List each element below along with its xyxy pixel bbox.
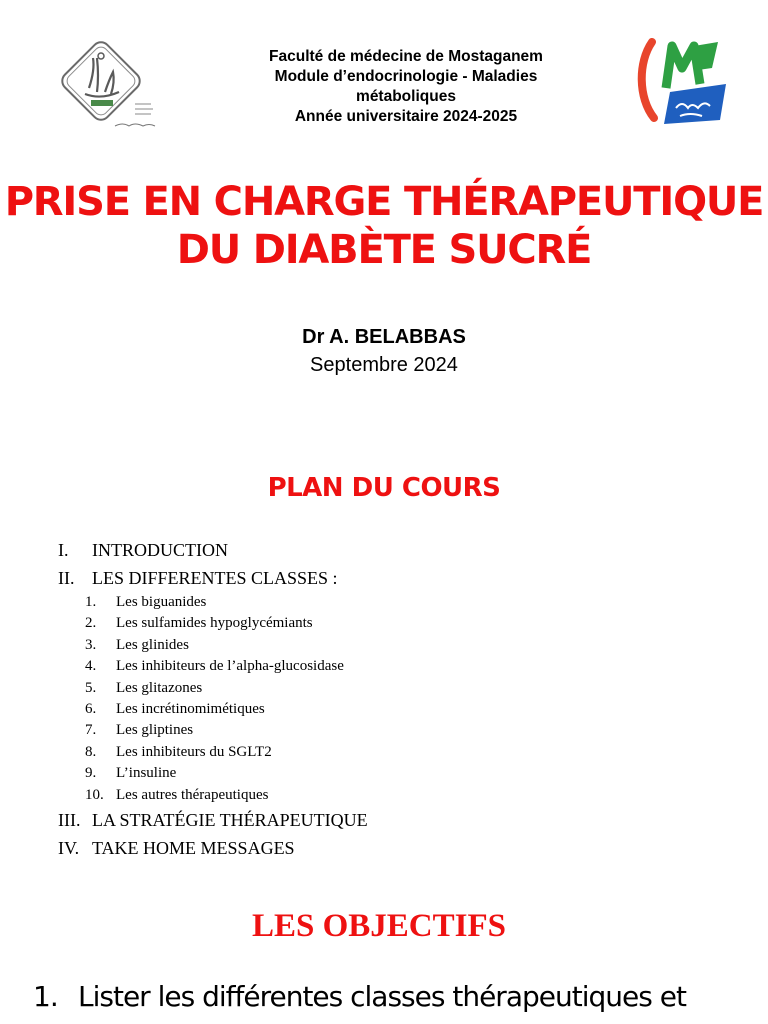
section-label: INTRODUCTION [92, 540, 228, 560]
institution-header [230, 47, 582, 127]
outline-section [58, 806, 718, 834]
outline-section [58, 564, 718, 592]
class-number: 10. [85, 786, 104, 803]
section-label: LA STRATÉGIE THÉRAPEUTIQUE [92, 810, 368, 831]
class-label: Les biguanides [116, 594, 207, 610]
class-item [85, 785, 718, 806]
plan-title: PLAN DU COURS [267, 473, 501, 503]
class-number: 2. [85, 615, 97, 632]
class-item [85, 592, 718, 613]
class-item [85, 678, 718, 699]
outline-section [58, 834, 718, 862]
class-item [85, 635, 718, 656]
class-number: 5. [85, 679, 97, 696]
class-label: Les incrétinomimétiques [116, 701, 265, 718]
objective-number: 1. [33, 980, 58, 1013]
class-label: Les glinides [116, 636, 189, 653]
section-label: TAKE HOME MESSAGES [92, 838, 295, 859]
title-line-1: PRISE EN CHARGE THÉRAPEUTIQUE [4, 179, 764, 225]
class-number: 3. [85, 636, 97, 653]
class-label: Les autres thérapeutiques [116, 786, 269, 803]
class-number: 6. [85, 701, 97, 718]
class-item [85, 763, 718, 784]
outline-section [58, 536, 718, 564]
section-label: LES DIFFERENTES CLASSES : [92, 568, 338, 588]
title-line-2: DU DIABÈTE SUCRÉ [176, 227, 592, 273]
class-item [85, 720, 718, 741]
class-label: Les gliptines [116, 722, 194, 739]
section-number: IV. [58, 838, 80, 859]
module-name-cont: métaboliques [356, 88, 456, 105]
section-number: III. [58, 810, 81, 831]
class-item [85, 742, 718, 763]
class-label: Les inhibiteurs du SGLT2 [116, 743, 272, 760]
academic-year: Année universitaire 2024-2025 [294, 108, 518, 125]
objective-item [33, 980, 686, 1013]
class-label: Les inhibiteurs de l’alpha-glucosidase [116, 658, 344, 675]
module-name: Module d’endocrinologie - Maladies [274, 68, 538, 85]
class-item [85, 656, 718, 677]
class-item [85, 699, 718, 720]
university-logo [636, 38, 728, 124]
faculty-logo [55, 36, 165, 130]
class-number: 9. [85, 765, 97, 782]
class-number: 1. [85, 594, 97, 610]
class-number: 4. [85, 658, 97, 675]
author-name: Dr A. BELABBAS [302, 326, 466, 348]
course-outline [58, 536, 718, 862]
section-number: I. [58, 540, 69, 560]
objective-label: Lister les différentes classes thérapeutiques et [78, 980, 686, 1013]
class-number: 8. [85, 743, 97, 760]
slide-title [0, 178, 768, 274]
class-label: L’insuline [116, 765, 177, 782]
class-label: Les sulfamides hypoglycémiants [116, 615, 313, 632]
class-label: Les glitazones [116, 679, 203, 696]
section-number: II. [58, 568, 75, 588]
objectives-title: LES OBJECTIFS [251, 908, 506, 944]
faculty-name: Faculté de médecine de Mostaganem [269, 48, 543, 65]
class-number: 7. [85, 722, 97, 739]
class-item [85, 613, 718, 634]
classes-list [58, 592, 718, 806]
presentation-date: Septembre 2024 [310, 354, 458, 376]
